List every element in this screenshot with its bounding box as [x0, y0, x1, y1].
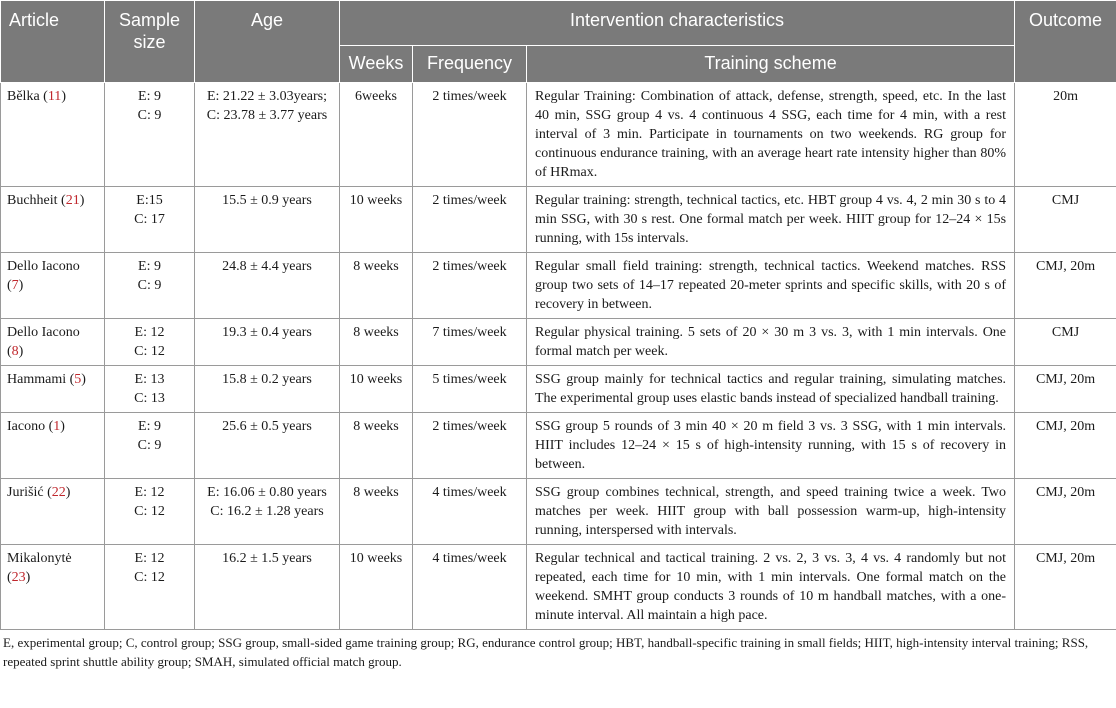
reference-link[interactable]: 23	[11, 570, 26, 585]
sample-size-cell	[105, 187, 195, 253]
outcome-cell: CMJ	[1015, 187, 1116, 253]
table-row	[1, 479, 1116, 545]
age-line-2: C: 16.2 ± 1.28 years	[210, 504, 324, 519]
article-cell: Bělka (11)	[1, 83, 105, 187]
article-author: Dello Iacono	[7, 325, 80, 340]
article-cell: Jurišić (22)	[1, 479, 105, 545]
sample-control: C: 12	[134, 504, 165, 519]
reference-link[interactable]: 21	[65, 193, 80, 208]
reference-link[interactable]: 8	[11, 344, 19, 359]
article-cell: Dello Iacono (8)	[1, 319, 105, 366]
age-cell	[195, 366, 340, 413]
reference-link[interactable]: 5	[74, 372, 82, 387]
table-row	[1, 413, 1116, 479]
sample-control: C: 9	[137, 108, 162, 123]
outcome-cell: CMJ, 20m	[1015, 253, 1116, 319]
training-scheme-cell: Regular technical and tactical training. 2 vs. 2, 3 vs. 3, 4 vs. 4 randomly but not repeated, each time for 10 min, with 1 min intervals. One formal match on the weekend. SMHT group conducts 3 rounds of 10 m handball matches, with a one-minute interval. All maintain a high pace.	[527, 545, 1015, 630]
sample-experimental: E: 9	[138, 259, 161, 274]
age-cell	[195, 545, 340, 630]
header-age: Age	[195, 1, 340, 83]
outcome-cell: CMJ, 20m	[1015, 479, 1116, 545]
table-row	[1, 187, 1116, 253]
training-scheme-cell: Regular physical training. 5 sets of 20 × 30 m 3 vs. 3, with 1 min intervals. One formal match per week.	[527, 319, 1015, 366]
age-cell	[195, 253, 340, 319]
sample-control: C: 9	[137, 438, 162, 453]
sample-size-cell	[105, 83, 195, 187]
header-intervention: Intervention characteristics	[340, 1, 1015, 46]
weeks-cell: 8 weeks	[340, 319, 413, 366]
header-article: Article	[1, 1, 105, 83]
age-cell	[195, 413, 340, 479]
frequency-cell: 4 times/week	[413, 479, 527, 545]
frequency-cell: 2 times/week	[413, 83, 527, 187]
training-scheme-cell: Regular training: strength, technical tactics, etc. HBT group 4 vs. 4, 2 min 30 s to 4 min SSG, with 30 s rest. One formal match per week. HIIT group for 12–24 × 15s running, with 15s intervals.	[527, 187, 1015, 253]
table-row	[1, 319, 1116, 366]
header-weeks: Weeks	[340, 46, 413, 83]
article-author: Bělka	[7, 89, 40, 104]
header-sample-size: Sample size	[105, 1, 195, 83]
age-line-1: 25.6 ± 0.5 years	[222, 419, 312, 434]
sample-size-cell	[105, 545, 195, 630]
article-cell: Dello Iacono (7)	[1, 253, 105, 319]
sample-experimental: E: 12	[134, 551, 165, 566]
sample-size-cell	[105, 413, 195, 479]
outcome-cell: CMJ, 20m	[1015, 413, 1116, 479]
weeks-cell: 8 weeks	[340, 479, 413, 545]
table-row	[1, 83, 1116, 187]
article-cell: Hammami (5)	[1, 366, 105, 413]
sample-experimental: E: 13	[134, 372, 165, 387]
training-scheme-cell: SSG group mainly for technical tactics and regular training, simulating matches. The experimental group uses elastic bands instead of specialized handball training.	[527, 366, 1015, 413]
header-outcome: Outcome	[1015, 1, 1116, 83]
age-line-1: E: 21.22 ± 3.03years;	[206, 89, 328, 104]
frequency-cell: 2 times/week	[413, 253, 527, 319]
sample-control: C: 12	[134, 570, 165, 585]
sample-experimental: E:15	[136, 193, 163, 208]
table-row	[1, 545, 1116, 630]
training-scheme-cell: Regular small field training: strength, technical tactics. Weekend matches. RSS group two sets of 14–17 repeated 20-meter sprints and specific skills, with 20 s of recovery in between.	[527, 253, 1015, 319]
outcome-cell: CMJ	[1015, 319, 1116, 366]
reference-link[interactable]: 11	[47, 89, 62, 104]
reference-link[interactable]: 22	[51, 485, 66, 500]
table-body	[1, 83, 1116, 630]
weeks-cell: 10 weeks	[340, 187, 413, 253]
sample-control: C: 13	[134, 391, 165, 406]
training-scheme-cell: Regular Training: Combination of attack, defense, strength, speed, etc. In the last 40 min, SSG group 4 vs. 4 continuous 4 SSG, each time for 4 min, with a rest interval of 3 min. Participate in tournaments on two weekends. RG group for continuous endurance training, with an average heart rate intensity higher than 80% of HRmax.	[527, 83, 1015, 187]
frequency-cell: 2 times/week	[413, 187, 527, 253]
article-author: Hammami	[7, 372, 67, 387]
age-line-1: 24.8 ± 4.4 years	[222, 259, 312, 274]
table-row	[1, 253, 1116, 319]
header-frequency: Frequency	[413, 46, 527, 83]
article-author: Iacono	[7, 419, 46, 434]
sample-size-cell	[105, 253, 195, 319]
outcome-cell: CMJ, 20m	[1015, 545, 1116, 630]
sample-control: C: 12	[134, 344, 165, 359]
sample-size-cell	[105, 366, 195, 413]
age-line-1: E: 16.06 ± 0.80 years	[207, 485, 327, 500]
article-author: Buchheit	[7, 193, 58, 208]
sample-experimental: E: 9	[138, 89, 161, 104]
outcome-cell: 20m	[1015, 83, 1116, 187]
age-line-1: 15.8 ± 0.2 years	[222, 372, 312, 387]
frequency-cell: 2 times/week	[413, 413, 527, 479]
sample-control: C: 9	[137, 278, 162, 293]
age-line-1: 19.3 ± 0.4 years	[222, 325, 312, 340]
frequency-cell: 7 times/week	[413, 319, 527, 366]
sample-experimental: E: 9	[138, 419, 161, 434]
training-scheme-cell: SSG group 5 rounds of 3 min 40 × 20 m field 3 vs. 3 SSG, with 1 min intervals. HIIT includes 12–24 × 15 s of high-intensity running, with 15 s of recovery in between.	[527, 413, 1015, 479]
article-cell: Buchheit (21)	[1, 187, 105, 253]
weeks-cell: 6weeks	[340, 83, 413, 187]
sample-size-cell	[105, 319, 195, 366]
age-line-2: C: 23.78 ± 3.77 years	[206, 108, 328, 123]
frequency-cell: 5 times/week	[413, 366, 527, 413]
sample-experimental: E: 12	[134, 485, 165, 500]
age-line-1: 16.2 ± 1.5 years	[222, 551, 312, 566]
article-author: Jurišić	[7, 485, 44, 500]
table-row	[1, 366, 1116, 413]
header-training-scheme: Training scheme	[527, 46, 1015, 83]
reference-link[interactable]: 1	[53, 419, 61, 434]
table-footnote: E, experimental group; C, control group; SSG group, small-sided game training group; RG, endurance control group; HBT, handball-specific training in small fields; HIIT, high-intensity interval training; RSS, repeated sprint shuttle ability group; SMAH, simulated official match group.	[3, 635, 1089, 669]
article-cell: Mikalonytė (23)	[1, 545, 105, 630]
sample-experimental: E: 12	[134, 325, 165, 340]
article-author: Dello Iacono	[7, 259, 80, 274]
age-cell	[195, 319, 340, 366]
weeks-cell: 10 weeks	[340, 545, 413, 630]
training-scheme-cell: SSG group combines technical, strength, and speed training twice a week. Two matches per week. HIIT group with ball possession warm-up, high-intensity running, interspersed with intervals.	[527, 479, 1015, 545]
age-cell	[195, 187, 340, 253]
article-author: Mikalonytė	[7, 551, 72, 566]
age-cell	[195, 479, 340, 545]
weeks-cell: 8 weeks	[340, 413, 413, 479]
weeks-cell: 10 weeks	[340, 366, 413, 413]
reference-link[interactable]: 7	[11, 278, 19, 293]
age-line-1: 15.5 ± 0.9 years	[222, 193, 312, 208]
sample-control: C: 17	[134, 212, 165, 227]
weeks-cell: 8 weeks	[340, 253, 413, 319]
sample-size-cell	[105, 479, 195, 545]
frequency-cell: 4 times/week	[413, 545, 527, 630]
age-cell	[195, 83, 340, 187]
outcome-cell: CMJ, 20m	[1015, 366, 1116, 413]
article-cell: Iacono (1)	[1, 413, 105, 479]
